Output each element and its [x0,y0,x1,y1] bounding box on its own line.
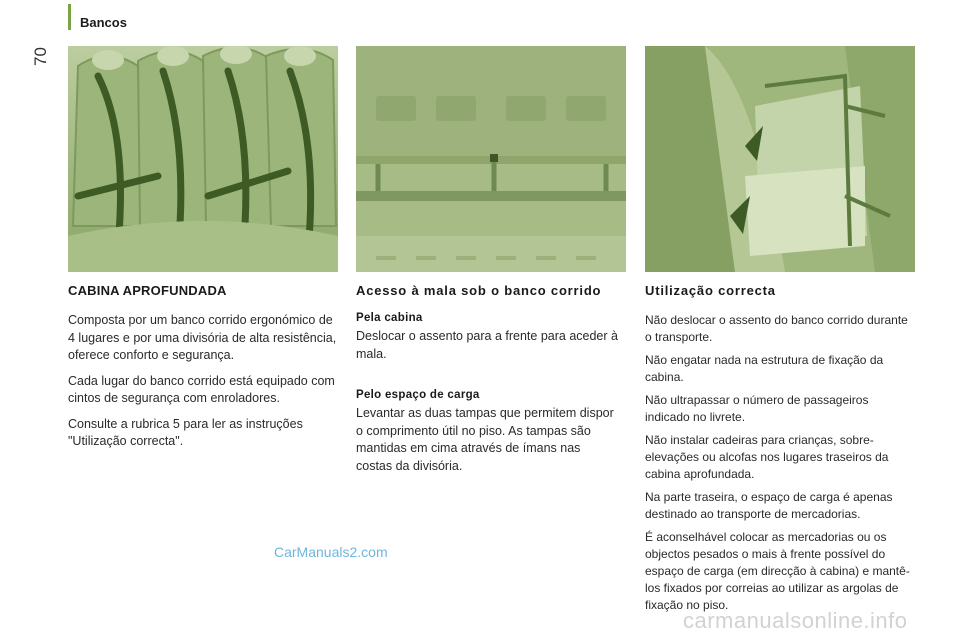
espaco-carga-subtitle: Pelo espaço de carga [356,389,480,401]
utilizacao-paragraph: Não instalar cadeiras para crianças, sobre-elevações ou alcofas nos lugares traseiros da cabina aprofundada. [645,433,889,481]
utilizacao-title: Utilização correcta [645,283,776,298]
cabina-seats-illustration [68,46,338,272]
page-number: 70 [31,47,50,66]
header-accent-bar [68,4,71,30]
utilizacao-paragraph: Não ultrapassar o número de passageiros indicado no livrete. [645,393,869,424]
espaco-carga-text: Levantar as duas tampas que permitem dispor o comprimento útil no piso. As tampas são mantidas em cima através de ímans nas costas da divisória. [356,406,614,473]
cabina-title: CABINA APROFUNDADA [68,283,227,298]
cabina-paragraph: Consulte a rubrica 5 para ler as instruções "Utilização correcta". [68,416,303,448]
acesso-title: Acesso à mala sob o banco corrido [356,283,602,298]
carmanualsonline-watermark: carmanualsonline.info [683,608,908,633]
column-acesso [356,283,618,483]
utilizacao-paragraph: É aconselhável colocar as mercadorias ou os objectos pesados o mais à frente possível do espaço de carga (em direcção à cabina) e mantê-los fixados por correias ao utilizar as argolas de fixação no piso. [645,530,910,612]
column-utilizacao [645,283,915,620]
cabina-paragraph: Composta por um banco corrido ergonómico de 4 lugares e por uma divisória de alta resistência, oferece conforto e segurança. [68,313,337,362]
section-title: Bancos [80,15,127,30]
pela-cabina-subtitle: Pela cabina [356,312,423,324]
underseat-luggage-illustration [356,46,626,272]
utilizacao-paragraph: Na parte traseira, o espaço de carga é apenas destinado ao transporte de mercadorias. [645,490,893,521]
utilizacao-paragraph: Não deslocar o assento do banco corrido durante o transporte. [645,313,908,344]
column-cabina [68,283,340,459]
pela-cabina-text: Deslocar o assento para a frente para aceder à mala. [356,329,618,361]
utilizacao-paragraph: Não engatar nada na estrutura de fixação da cabina. [645,353,884,384]
carmanuals-watermark[interactable]: CarManuals2.com [274,544,388,560]
partition-illustration [645,46,915,272]
cabina-paragraph: Cada lugar do banco corrido está equipado com cintos de segurança com enroladores. [68,373,335,405]
